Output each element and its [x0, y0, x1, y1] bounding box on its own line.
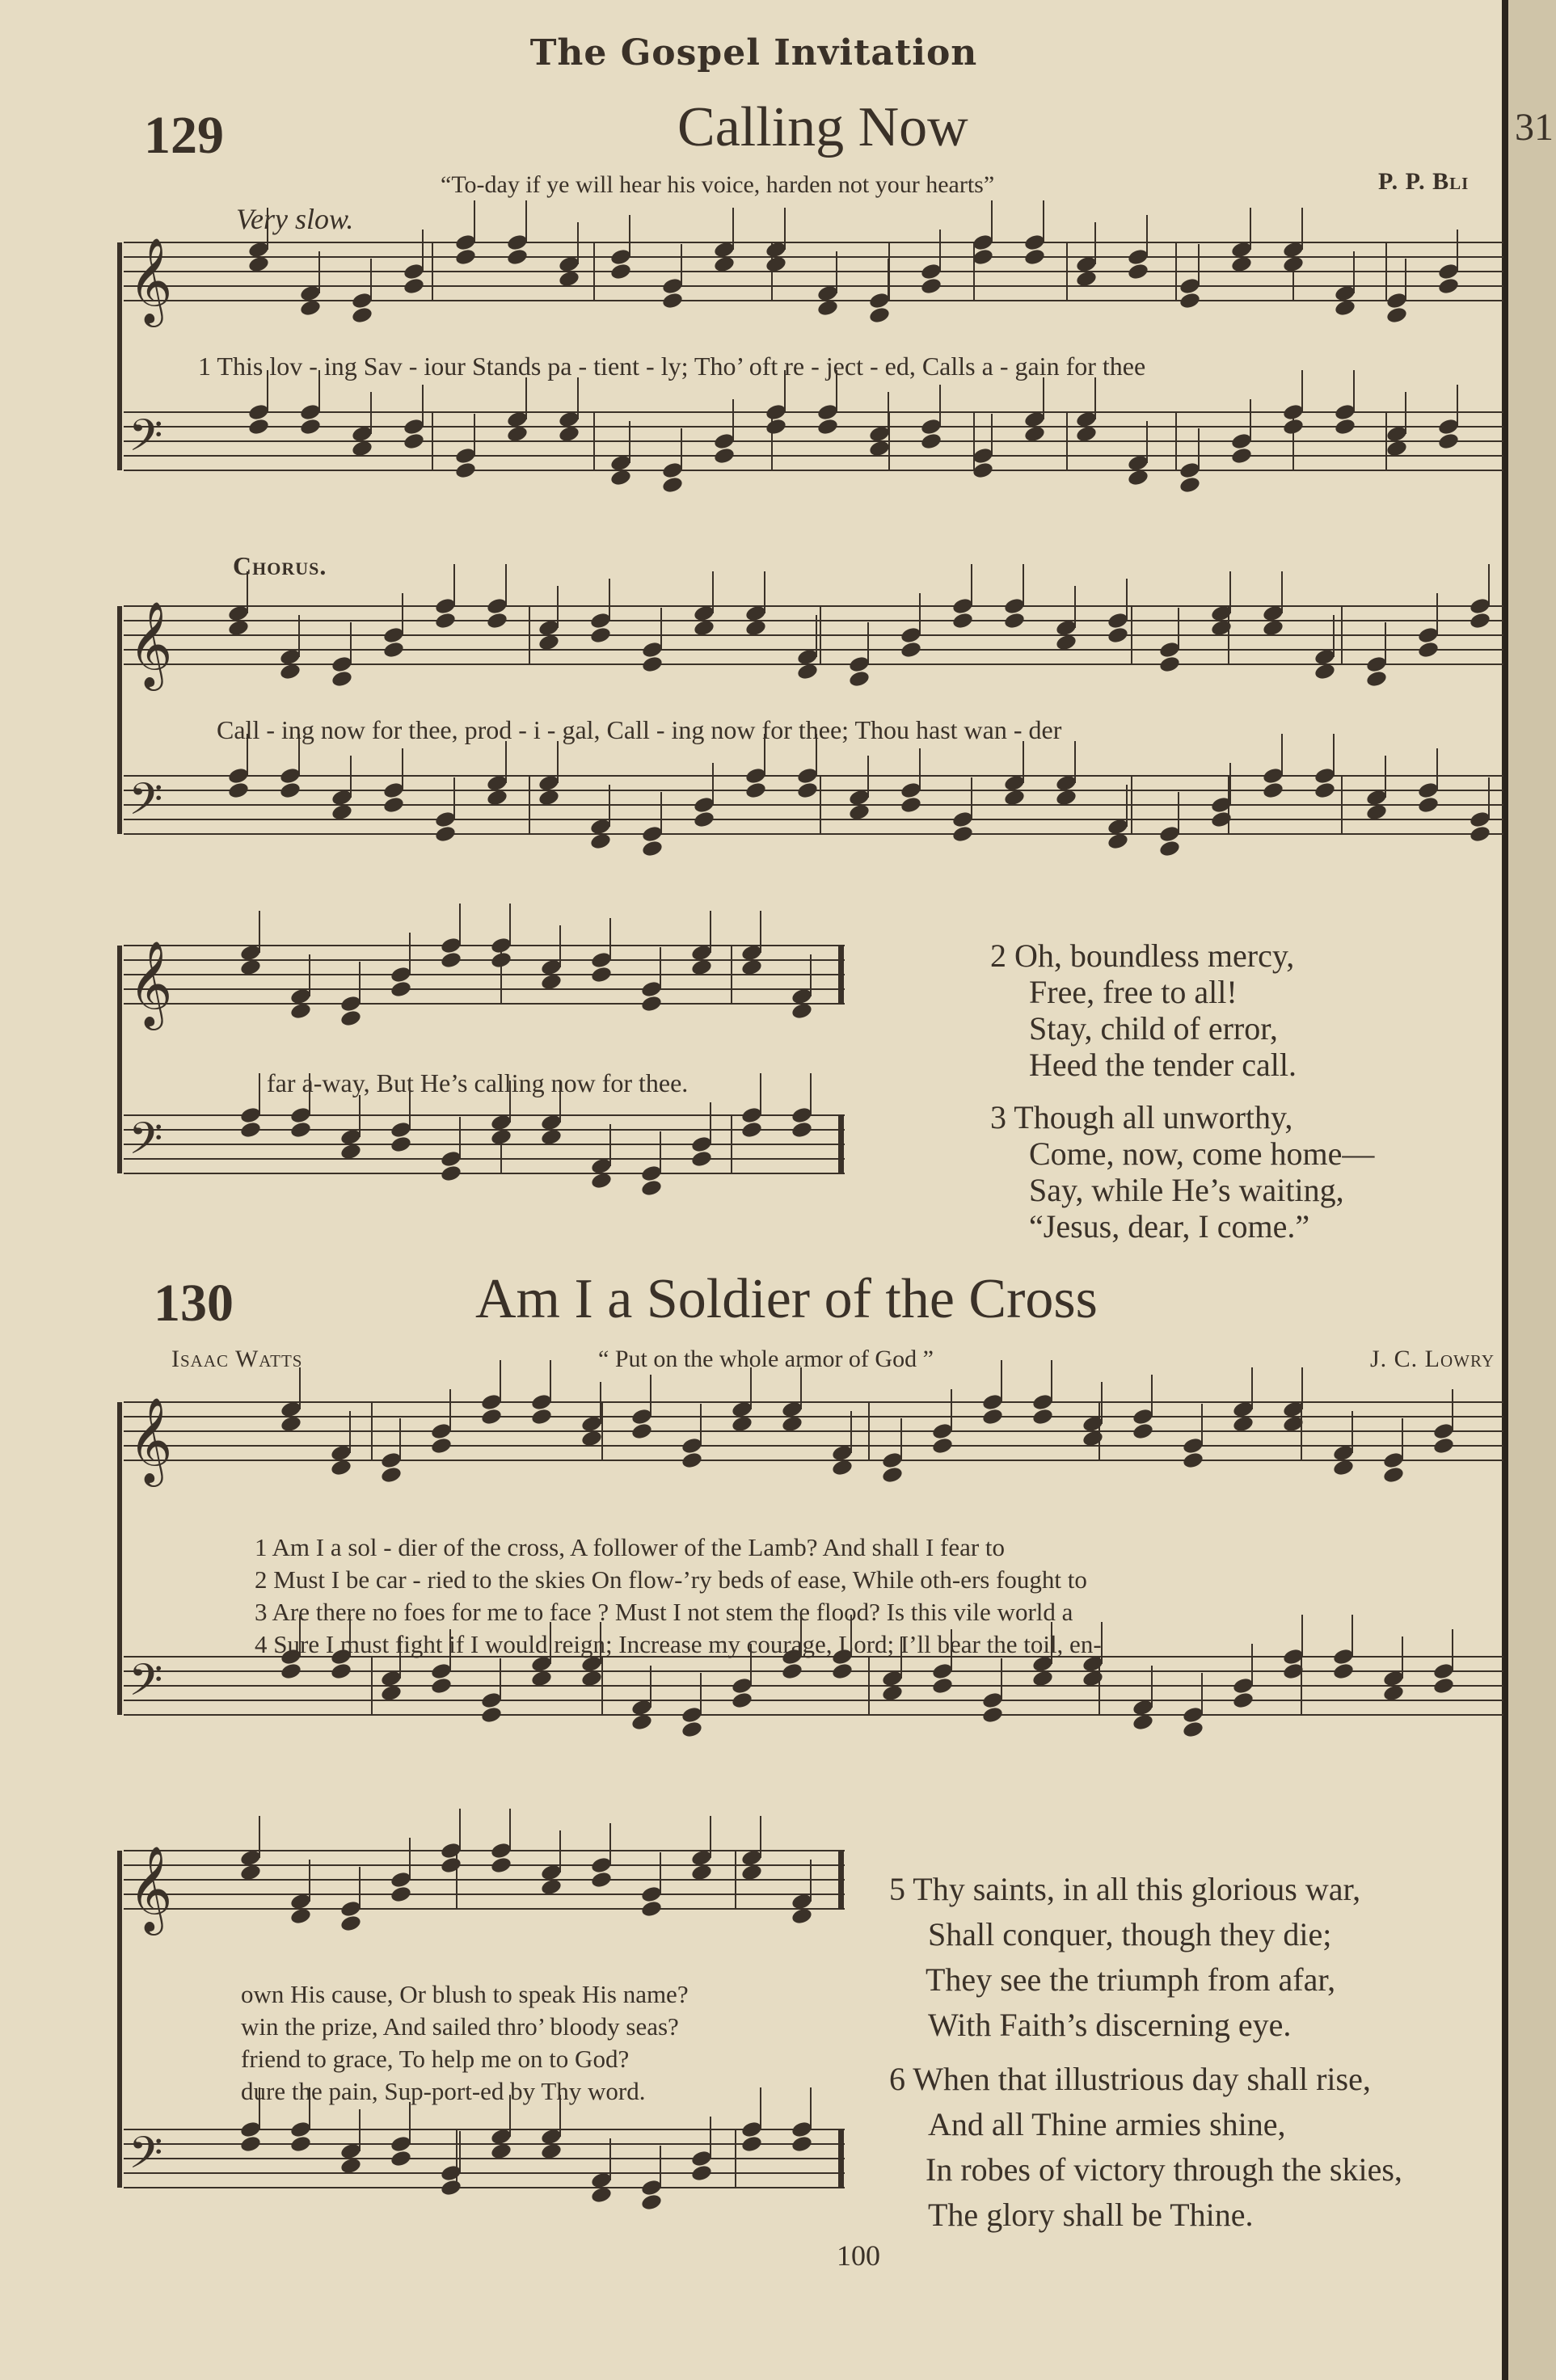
note-head — [1437, 432, 1460, 450]
note-head — [693, 810, 715, 828]
note-head — [744, 781, 767, 799]
note-head — [816, 417, 839, 436]
note-head — [430, 1436, 453, 1455]
note-head — [931, 1662, 954, 1680]
note-head — [931, 1436, 954, 1455]
note-head — [440, 950, 462, 969]
note-head — [390, 1135, 412, 1153]
note-head — [690, 2163, 713, 2182]
note-head — [1365, 655, 1388, 673]
verse-line: Say, while He’s waiting, — [1029, 1172, 1344, 1208]
note-head — [440, 1164, 462, 1182]
hymn-129-number: 129 — [144, 106, 224, 165]
note-head — [390, 1885, 412, 1903]
bass-clef-icon: 𝄢 — [129, 410, 163, 472]
note-head — [1417, 626, 1440, 644]
note-head — [390, 2149, 412, 2167]
note-head — [1432, 1436, 1455, 1455]
verse-line: Stay, child of error, — [1029, 1010, 1278, 1047]
system-bracket — [117, 946, 122, 1173]
verse-line: 6 When that illustrious day shall rise, — [889, 2061, 1371, 2097]
note-head — [1332, 1647, 1355, 1666]
note-head — [661, 461, 684, 479]
note-head — [848, 669, 871, 688]
note-head — [331, 669, 353, 688]
note-head — [972, 247, 994, 266]
treble-clef-icon: 𝄞 — [129, 237, 173, 323]
note-head — [681, 1436, 703, 1455]
note-head — [1469, 611, 1491, 630]
note-head — [1179, 291, 1201, 310]
note-head — [681, 1705, 703, 1724]
note-head — [1158, 824, 1181, 843]
verse-line: Shall conquer, though they die; — [928, 1916, 1332, 1952]
note-head — [480, 1407, 503, 1426]
note-head — [289, 1106, 312, 1124]
note-head — [434, 810, 457, 828]
hymn-130-scripture: “ Put on the whole armor of God ” — [598, 1346, 934, 1372]
note-head — [1127, 247, 1149, 266]
note-head — [454, 233, 477, 251]
note-head — [1382, 1465, 1405, 1484]
note-head — [640, 1164, 663, 1182]
note-head — [1003, 596, 1026, 615]
note-head — [506, 233, 529, 251]
note-head — [1158, 655, 1181, 673]
note-head — [981, 1691, 1004, 1709]
note-head — [289, 2120, 312, 2138]
note-head — [454, 446, 477, 465]
note-head — [881, 1465, 904, 1484]
note-head — [530, 1407, 553, 1426]
note-head — [1132, 1407, 1154, 1426]
note-head — [480, 1705, 503, 1724]
note-head — [920, 432, 942, 450]
note-head — [1469, 596, 1491, 615]
note-head — [951, 824, 974, 843]
note-head — [661, 475, 684, 494]
note-head — [589, 611, 612, 630]
note-head — [227, 781, 250, 799]
note-head — [1469, 824, 1491, 843]
note-head — [1023, 247, 1046, 266]
note-head — [1182, 1720, 1204, 1738]
note-head — [744, 766, 767, 785]
note-head — [920, 276, 942, 295]
note-head — [765, 402, 787, 421]
bass-clef-icon: 𝄢 — [129, 1113, 163, 1175]
note-head — [781, 1662, 803, 1680]
adjacent-page-margin — [1508, 0, 1556, 2380]
note-head — [239, 2120, 262, 2138]
note-head — [713, 446, 736, 465]
hymn-130-title: Am I a Soldier of the Cross — [475, 1268, 1098, 1330]
note-head — [247, 417, 270, 436]
lyric-verse-4: 4 Sure I must fight if I would reign; Increase my courage, Lord; I’ll bear the toil, en- — [255, 1630, 1102, 1658]
note-head — [1282, 417, 1305, 436]
note-head — [403, 417, 425, 436]
note-head — [713, 432, 736, 450]
note-head — [920, 417, 942, 436]
note-head — [1334, 402, 1356, 421]
note-head — [740, 1120, 763, 1139]
hymn-129-verse-1-lyric: 1 This lov - ing Sav - iour Stands pa - tient - ly; Tho’ oft re - ject - ed, Calls a - gain for thee — [198, 352, 1146, 381]
note-head — [440, 1856, 462, 1874]
note-head — [486, 611, 508, 630]
hymn-130-verse-6 — [889, 2057, 1402, 2238]
note-head — [351, 291, 373, 310]
treble-clef-icon: 𝄞 — [129, 600, 173, 687]
hymn-130-lyrics-line-1 — [255, 1531, 1102, 1661]
final-bar-line — [838, 946, 844, 1004]
note-head — [1182, 1436, 1204, 1455]
note-head — [796, 781, 819, 799]
note-head — [981, 1407, 1004, 1426]
note-head — [791, 1106, 813, 1124]
treble-clef-icon: 𝄞 — [129, 940, 173, 1026]
note-head — [434, 824, 457, 843]
hymn-129-scripture: “To-day if ye will hear his voice, harden not your hearts” — [441, 171, 995, 198]
note-head — [247, 402, 270, 421]
lyric-verse-3: 3 Are there no foes for me to face ? Must I not stem the flood? Is this vile world a — [255, 1598, 1073, 1626]
note-head — [693, 795, 715, 814]
note-head — [981, 1705, 1004, 1724]
note-head — [490, 1856, 512, 1874]
note-head — [1031, 1407, 1054, 1426]
note-head — [239, 1120, 262, 1139]
note-head — [791, 2134, 813, 2153]
note-head — [900, 640, 922, 659]
note-head — [1382, 1451, 1405, 1469]
note-head — [440, 936, 462, 954]
note-head — [227, 766, 250, 785]
note-head — [1385, 305, 1408, 324]
chorus-label: Chorus. — [233, 551, 327, 580]
verse-line: In robes of victory through the skies, — [926, 2151, 1402, 2188]
note-head — [609, 262, 632, 280]
note-head — [1023, 233, 1046, 251]
note-head — [630, 1407, 653, 1426]
note-head — [339, 1899, 362, 1918]
note-head — [661, 276, 684, 295]
note-head — [868, 305, 891, 324]
note-head — [330, 1662, 352, 1680]
note-head — [641, 640, 664, 659]
note-head — [390, 979, 412, 998]
note-head — [490, 1841, 512, 1860]
lyric-verse-4: dure the pain, Sup-port-ed by Thy word. — [241, 2077, 646, 2105]
note-head — [640, 994, 663, 1013]
note-head — [1432, 1422, 1455, 1440]
note-head — [589, 626, 612, 644]
note-head — [640, 1899, 663, 1918]
note-head — [279, 781, 302, 799]
note-head — [796, 766, 819, 785]
lyric-verse-2: 2 Must I be car - ried to the skies On flow-’ry beds of ease, While oth-ers fought to — [255, 1565, 1087, 1594]
note-head — [299, 417, 322, 436]
note-head — [434, 611, 457, 630]
hymn-130-verse-5 — [889, 1867, 1360, 2048]
note-head — [681, 1451, 703, 1469]
note-head — [351, 305, 373, 324]
note-head — [1127, 262, 1149, 280]
note-head — [1417, 795, 1440, 814]
note-head — [590, 1856, 613, 1874]
note-head — [1232, 1691, 1254, 1709]
note-head — [480, 1691, 503, 1709]
note-head — [641, 824, 664, 843]
note-head — [1262, 781, 1284, 799]
note-head — [289, 1120, 312, 1139]
verse-line: With Faith’s discerning eye. — [928, 2007, 1292, 2043]
note-head — [951, 810, 974, 828]
note-head — [1365, 669, 1388, 688]
hymn-129-verse-3 — [990, 1099, 1374, 1245]
note-head — [590, 950, 613, 969]
section-header: The Gospel Invitation — [529, 32, 978, 74]
note-head — [530, 1392, 553, 1411]
verse-line: The glory shall be Thine. — [928, 2197, 1254, 2233]
note-head — [440, 1149, 462, 1168]
note-head — [640, 979, 663, 998]
hymn-129-verse-2 — [990, 937, 1297, 1083]
note-head — [380, 1451, 403, 1469]
note-head — [339, 994, 362, 1013]
note-head — [881, 1451, 904, 1469]
note-head — [403, 432, 425, 450]
verse-line: 5 Thy saints, in all this glorious war, — [889, 1871, 1361, 1907]
note-head — [1262, 766, 1284, 785]
verse-line: Free, free to all! — [1029, 974, 1238, 1010]
note-head — [641, 655, 664, 673]
note-head — [403, 262, 425, 280]
note-head — [661, 291, 684, 310]
note-head — [1003, 611, 1026, 630]
note-head — [1158, 640, 1181, 659]
note-head — [430, 1662, 453, 1680]
note-head — [900, 781, 922, 799]
note-head — [490, 936, 512, 954]
note-head — [765, 417, 787, 436]
note-head — [931, 1422, 954, 1440]
note-head — [740, 1106, 763, 1124]
system-bracket — [117, 1851, 122, 2188]
hymn-129-chorus-lyric: Call - ing now for thee, prod - i - gal, Call - ing now for thee; Thou hast wan - der — [217, 715, 1062, 744]
hymn-129-title: Calling Now — [677, 96, 968, 158]
note-head — [1437, 417, 1460, 436]
note-head — [1179, 461, 1201, 479]
final-bar-line — [838, 1851, 844, 1909]
note-head — [816, 402, 839, 421]
treble-clef-icon: 𝄞 — [129, 1396, 173, 1483]
note-head — [951, 596, 974, 615]
note-head — [1437, 276, 1460, 295]
note-head — [440, 2178, 462, 2197]
note-head — [972, 446, 994, 465]
note-head — [641, 839, 664, 857]
lyric-verse-2: win the prize, And sailed thro’ bloody seas? — [241, 2012, 679, 2041]
note-head — [506, 247, 529, 266]
note-head — [791, 2120, 813, 2138]
note-head — [1314, 781, 1336, 799]
verse-line: Come, now, come home— — [1029, 1135, 1375, 1172]
note-head — [848, 655, 871, 673]
hymn-130-lyrics-line-2 — [241, 1978, 689, 2108]
note-head — [299, 402, 322, 421]
verse-line: 2 Oh, boundless mercy, — [990, 937, 1295, 974]
note-head — [380, 1465, 403, 1484]
note-head — [640, 2178, 663, 2197]
note-head — [454, 461, 477, 479]
note-head — [390, 1870, 412, 1889]
note-head — [731, 1676, 753, 1695]
note-head — [403, 276, 425, 295]
note-head — [382, 640, 405, 659]
note-head — [1469, 810, 1491, 828]
hymn-129-chorus-end-lyric: far a-way, But He’s calling now for thee. — [267, 1068, 689, 1097]
note-head — [931, 1676, 954, 1695]
note-head — [480, 1392, 503, 1411]
note-head — [981, 1392, 1004, 1411]
note-head — [630, 1422, 653, 1440]
note-head — [440, 1841, 462, 1860]
note-head — [382, 795, 405, 814]
note-head — [900, 795, 922, 814]
note-head — [690, 2149, 713, 2167]
note-head — [1385, 291, 1408, 310]
note-head — [1332, 1662, 1355, 1680]
note-head — [731, 1691, 753, 1709]
note-head — [280, 1662, 302, 1680]
hymn-129-composer: P. P. Bli — [1378, 168, 1470, 195]
treble-clef-icon: 𝄞 — [129, 1845, 173, 1931]
page-number: 100 — [837, 2239, 880, 2272]
note-head — [972, 233, 994, 251]
note-head — [440, 2163, 462, 2182]
note-head — [279, 766, 302, 785]
note-head — [1230, 446, 1253, 465]
note-head — [339, 1009, 362, 1027]
note-head — [1432, 1676, 1455, 1695]
note-head — [430, 1422, 453, 1440]
note-head — [690, 1149, 713, 1168]
note-head — [1282, 402, 1305, 421]
note-head — [1179, 475, 1201, 494]
note-head — [454, 247, 477, 266]
note-head — [1107, 626, 1129, 644]
note-head — [1437, 262, 1460, 280]
margin-mark: 31 — [1515, 106, 1554, 149]
note-head — [868, 291, 891, 310]
note-head — [590, 1870, 613, 1889]
note-head — [331, 655, 353, 673]
final-bar-line — [838, 1115, 844, 1173]
note-head — [1132, 1422, 1154, 1440]
note-head — [900, 626, 922, 644]
verse-line: And all Thine armies shine, — [928, 2106, 1286, 2142]
note-head — [690, 1135, 713, 1153]
note-head — [1314, 766, 1336, 785]
note-head — [1179, 276, 1201, 295]
system-bracket — [117, 1402, 122, 1715]
note-head — [390, 1120, 412, 1139]
bass-clef-icon: 𝄢 — [129, 2127, 163, 2189]
note-head — [791, 1120, 813, 1139]
system-bracket — [117, 242, 122, 470]
note-head — [1417, 640, 1440, 659]
note-head — [1432, 1662, 1455, 1680]
note-head — [1107, 611, 1129, 630]
bass-clef-icon: 𝄢 — [129, 773, 163, 836]
note-head — [382, 626, 405, 644]
note-head — [434, 596, 457, 615]
final-bar-line — [838, 2129, 844, 2188]
lyric-verse-3: friend to grace, To help me on to God? — [241, 2045, 630, 2073]
verse-line: 3 Though all unworthy, — [990, 1099, 1293, 1135]
verse-line: They see the triumph from afar, — [926, 1961, 1336, 1998]
note-head — [920, 262, 942, 280]
note-head — [239, 1106, 262, 1124]
note-head — [951, 611, 974, 630]
note-head — [640, 1178, 663, 1197]
note-head — [1232, 1676, 1254, 1695]
bass-clef-icon: 𝄢 — [129, 1654, 163, 1717]
note-head — [740, 2134, 763, 2153]
hymn-130-composer: J. C. Lowry — [1370, 1346, 1495, 1372]
note-head — [972, 461, 994, 479]
note-head — [339, 1914, 362, 1932]
verse-line: “Jesus, dear, I come.” — [1029, 1208, 1310, 1245]
lyric-verse-1: own His cause, Or blush to speak His name? — [241, 1980, 689, 2008]
note-head — [486, 596, 508, 615]
verse-line: Heed the tender call. — [1029, 1047, 1297, 1083]
note-head — [1230, 432, 1253, 450]
note-head — [1417, 781, 1440, 799]
note-head — [1031, 1392, 1054, 1411]
note-head — [831, 1662, 854, 1680]
note-head — [640, 2193, 663, 2211]
note-head — [1182, 1451, 1204, 1469]
note-head — [1182, 1705, 1204, 1724]
note-head — [609, 247, 632, 266]
note-head — [590, 965, 613, 984]
hymn-130-author: Isaac Watts — [171, 1346, 303, 1372]
note-head — [390, 2134, 412, 2153]
note-head — [490, 950, 512, 969]
note-head — [239, 2134, 262, 2153]
note-head — [1334, 417, 1356, 436]
lyric-verse-1: 1 Am I a sol - dier of the cross, A follower of the Lamb? And shall I fear to — [255, 1533, 1006, 1561]
note-head — [430, 1676, 453, 1695]
note-head — [740, 2120, 763, 2138]
hymn-130-number: 130 — [154, 1274, 234, 1333]
tempo-marking: Very slow. — [236, 203, 354, 235]
note-head — [289, 2134, 312, 2153]
note-head — [390, 965, 412, 984]
note-head — [681, 1720, 703, 1738]
note-head — [382, 781, 405, 799]
note-head — [1158, 839, 1181, 857]
system-bracket — [117, 606, 122, 834]
note-head — [640, 1885, 663, 1903]
